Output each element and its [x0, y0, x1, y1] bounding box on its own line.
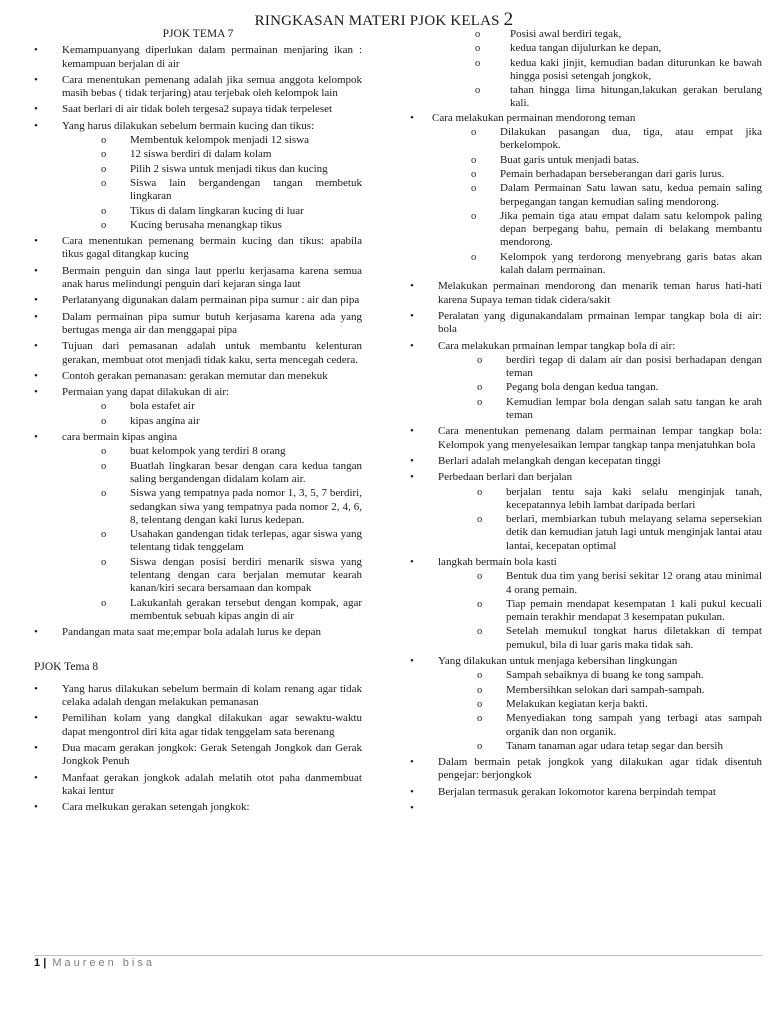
sub-list [432, 126, 762, 277]
sub-list-item: o Kucing berusaha menangkap tikus [101, 219, 362, 232]
list-item [34, 103, 362, 116]
tema7-list [34, 44, 362, 639]
list-item-text: Dalam permainan pipa sumur butuh kerjasama karena ada yang bertugas menga air dan menggapai pipa [62, 310, 362, 336]
list-item [34, 712, 362, 739]
list-item [410, 112, 762, 278]
sub-list-item: o tahan hingga lima hitungan,lakukan gerakan berulang kali. [475, 84, 762, 111]
sub-list-item: o Pemain berhadapan berseberangan dari garis lurus. [471, 168, 762, 181]
sub-list-item: o kedua tangan dijulurkan ke depan, [475, 42, 762, 55]
sub-list-item: o berjalan tentu saja kaki selalu menginjak tanah, kecepatannya lebih lambat daripada berlari [477, 486, 762, 513]
list-item-text: Permaian yang dapat dilakukan di air: [62, 386, 230, 399]
list-item-text: Pandangan mata saat me;empar bola adalah lurus ke depan [62, 626, 322, 639]
sub-list [62, 134, 362, 232]
list-item-text: Saat berlari di air tidak boleh tergesa2 supaya tidak terpeleset [62, 103, 333, 116]
list-item-text: Contoh gerakan pemanasan: gerakan memutar dan menekuk [62, 369, 328, 382]
list-item [34, 44, 362, 71]
footer-divider [34, 955, 762, 956]
list-item-text: Yang harus dilakukan sebelum bermain kucing dan tikus: [62, 119, 315, 132]
list-item-text: Cara menentukan pemenang bermain kucing dan tikus: apabila tikus gagal ditangkap kucing [62, 235, 362, 261]
mendorong-list [410, 112, 762, 278]
sub-list-item: o Usahakan gandengan tidak terlepas, agar siswa yang telentang tidak tenggelam [101, 528, 362, 555]
list-item-text: Cara menentukan pemenang adalah jika semua anggota kelompok masih bebas ( tidak terjaring) atau terjebak oleh kelompok lain [62, 73, 362, 100]
sub-list-item: o Pegang bola dengan kedua tangan. [477, 381, 762, 394]
list-item [34, 340, 362, 367]
list-item-text: Pemilihan kolam yang dangkal dilakukan agar sewaktu-waktu dapat mengontrol diri kita agar tidak tenggelam sata berenang [62, 712, 362, 738]
sub-list-item: o Membersihkan selokan dari sampah-sampah. [477, 684, 762, 697]
list-item [34, 801, 362, 814]
list-item-text: Manfaat gerakan jongkok adalah melatih otot paha danmembuat kakai lentur [62, 771, 362, 797]
list-item [34, 370, 362, 383]
list-item-text: Cara melakukan permainan mendorong teman [432, 111, 636, 124]
list-item [410, 471, 762, 553]
sub-list-item: o Dalam Permainan Satu lawan satu, kedua pemain saling berpegangan tangan kemudian saling mendorong. [471, 182, 762, 209]
list-item [34, 120, 362, 232]
sub-list-item: o bola estafet air [101, 400, 362, 413]
list-item-text: Berlari adalah melangkah dengan kecepatan tinggi [438, 454, 661, 467]
list-item-text: Cara melkukan gerakan setengah jongkok: [62, 801, 250, 814]
list-item [34, 294, 362, 307]
list-item [410, 756, 762, 783]
page-number: 1 [34, 957, 41, 969]
sub-list-item: o Jika pemain tiga atau empat dalam satu kelompok paling depan berpegang bahu, pemain di belakang membantu mendorong. [471, 210, 762, 250]
list-item-text: cara bermain kipas angina [62, 431, 178, 444]
sub-list-item: o Buat garis untuk menjadi batas. [471, 154, 762, 167]
right-column [410, 28, 762, 802]
sub-list-item: o Siswa lain bergandengan tangan membetuk lingkaran [101, 177, 362, 204]
sub-list-item: o berlari, membiarkan tubuh melayang selama sepersekian detik dan kemudian jatuh lagi untuk menginjak lantai atau lantai, kecepatan optimal [477, 513, 762, 553]
sub-list [438, 354, 762, 422]
sub-list [62, 445, 362, 623]
list-item [410, 556, 762, 652]
sub-list-item: o Setelah memukul tongkat harus diletakkan di tempat pemukul, bila di luar garis maka tidak sah. [477, 625, 762, 652]
sub-list [438, 570, 762, 652]
sub-list-item: o Kelompok yang terdorong menyebrang garis batas akan kalah dalam permainan. [471, 251, 762, 278]
sub-list-item: o buat kelompok yang terdiri 8 orang [101, 445, 362, 458]
footer-separator: | [43, 957, 47, 969]
list-item-text: Bermain penguin dan singa laut pperlu kerjasama karena semua anak harus melindungi penguin dari kejaran singa laut [62, 264, 362, 291]
sub-list-item: o Tanam tanaman agar udara tetap segar dan bersih [477, 740, 762, 753]
list-item [410, 786, 762, 799]
list-item [34, 386, 362, 428]
sub-list-item: o Buatlah lingkaran besar dengan cara kedua tangan saling bergandengan didalam kolam air. [101, 460, 362, 487]
sub-list-item: o Sampah sebaiknya di buang ke tong sampah. [477, 669, 762, 682]
list-item-text: Peralatan yang digunakandalam prmainan lempar tangkap bola di air: bola [438, 309, 762, 336]
sub-list-item: o Siswa yang tempatnya pada nomor 1, 3, 5, 7 berdiri, sedangkan siwa yang tempatnya pada nomor 2, 4, 6, 8, telentang dengan kaki lurus kedepan. [101, 487, 362, 527]
sub-list-item: o Melakukan kegiatan kerja bakti. [477, 698, 762, 711]
list-item-text: Perlatanyang digunakan dalam permainan pipa sumur : air dan pipa [62, 294, 360, 307]
sub-list-item: o berdiri tegap di dalam air dan posisi berhadapan dengan teman [477, 354, 762, 381]
list-item-text: Yang harus dilakukan sebelum bermain di kolam renang agar tidak celaka adalah dengan melakukan pemanasan [62, 682, 362, 709]
list-item-text: Dalam bermain petak jongkok yang dilakukan agar tidak disentuh pengejar: berjongkok [438, 756, 762, 782]
footer-author: Maureen bisa [52, 957, 155, 969]
sub-list-item: o Menyediakan tong sampah yang terbagi atas sampah organik dan non organik. [477, 712, 762, 739]
list-item [34, 431, 362, 623]
list-item-text: Dua macam gerakan jongkok: Gerak Setengah Jongkok dan Gerak Jongkok Penuh [62, 741, 362, 768]
list-item [34, 311, 362, 338]
list-item-text: Tujuan dari pemasanan adalah untuk membantu kelenturan gerakan, membuat otot menjadi tidak kaku, serta mencegah cedera. [62, 340, 362, 366]
right-list [410, 280, 762, 799]
sub-list-item: o Kemudian lempar bola dengan salah satu tangan ke arah teman [477, 396, 762, 423]
list-item [34, 74, 362, 101]
list-item [34, 626, 362, 639]
list-item-text: Cara melakukan prmainan lempar tangkap bola di air: [438, 339, 676, 352]
title-text: RINGKASAN MATERI PJOK KELAS [254, 13, 500, 29]
sub-list-item: o kipas angina air [101, 415, 362, 428]
sub-list-item: o Pilih 2 siswa untuk menjadi tikus dan kucing [101, 163, 362, 176]
sub-list-item: o Dilakukan pasangan dua, tiga, atau empat jika berkelompok. [471, 126, 762, 153]
sub-list [438, 669, 762, 753]
list-item [34, 235, 362, 262]
sub-list-item: o Bentuk dua tim yang berisi sekitar 12 orang atau minimal 4 orang pemain. [477, 570, 762, 597]
list-item-text: Perbedaan berlari dan berjalan [438, 471, 573, 484]
sub-list-item: o Siswa dengan posisi berdiri menarik siswa yang telentang dengan cara berjalan memutar kearah kanan/kiri secara bersamaan dan kompak [101, 556, 362, 596]
title-grade-number: 2 [503, 9, 514, 30]
list-item-text: Cara menentukan pemenang dalam permainan lempar tangkap bola: Kelompok yang menyelesaikan lempar tangkap tanpa menjatuhkan bola [438, 425, 762, 451]
sub-list-item: o kedua kaki jinjit, kemudian badan diturunkan ke bawah hingga posisi setengah jongkok, [475, 57, 762, 84]
list-item [34, 265, 362, 292]
page-footer [34, 957, 155, 969]
list-item-text: Berjalan termasuk gerakan lokomotor karena berpindah tempat [438, 785, 716, 798]
list-item [410, 425, 762, 452]
list-item [34, 742, 362, 769]
setengah-jongkok-steps [410, 28, 762, 111]
sub-list-item: o Tikus di dalam lingkaran kucing di luar [101, 205, 362, 218]
sub-list-item: o Posisi awal berdiri tegak, [475, 28, 762, 41]
list-item-text: langkah bermain bola kasti [438, 555, 557, 568]
sub-list [438, 486, 762, 553]
list-item [34, 683, 362, 710]
list-item-text: Kemampuanyang diperlukan dalam permainan menjaring ikan : kemampuan berjalan di air [62, 44, 362, 70]
tema7-heading: PJOK TEMA 7 [162, 28, 234, 40]
sub-list-item: o 12 siswa berdiri di dalam kolam [101, 148, 362, 161]
tema8-heading: PJOK Tema 8 [34, 661, 99, 674]
sub-list-item: o Tiap pemain mendapat kesempatan 1 kali pukul kecuali pemain terakhir mendapat 3 kesempatan pukulan. [477, 598, 762, 625]
list-item [410, 655, 762, 753]
list-item-text: Yang dilakukan untuk menjaga kebersihan lingkungan [438, 655, 678, 668]
list-item [34, 772, 362, 799]
list-item [410, 455, 762, 468]
tema8-list [34, 683, 362, 815]
sub-list [62, 400, 362, 428]
sub-list-item: o Lakukanlah gerakan tersebut dengan kompak, agar membentuk sebuah kipas angin di air [101, 597, 362, 624]
list-item [410, 310, 762, 337]
list-item [410, 340, 762, 423]
list-item [410, 280, 762, 307]
left-column [34, 28, 362, 817]
list-item-text: Melakukan permainan mendorong dan menarik teman harus hati-hati karena Supaya teman tidak cidera/sakit [438, 280, 762, 306]
sub-list-item: o Membentuk kelompok menjadi 12 siswa [101, 134, 362, 147]
